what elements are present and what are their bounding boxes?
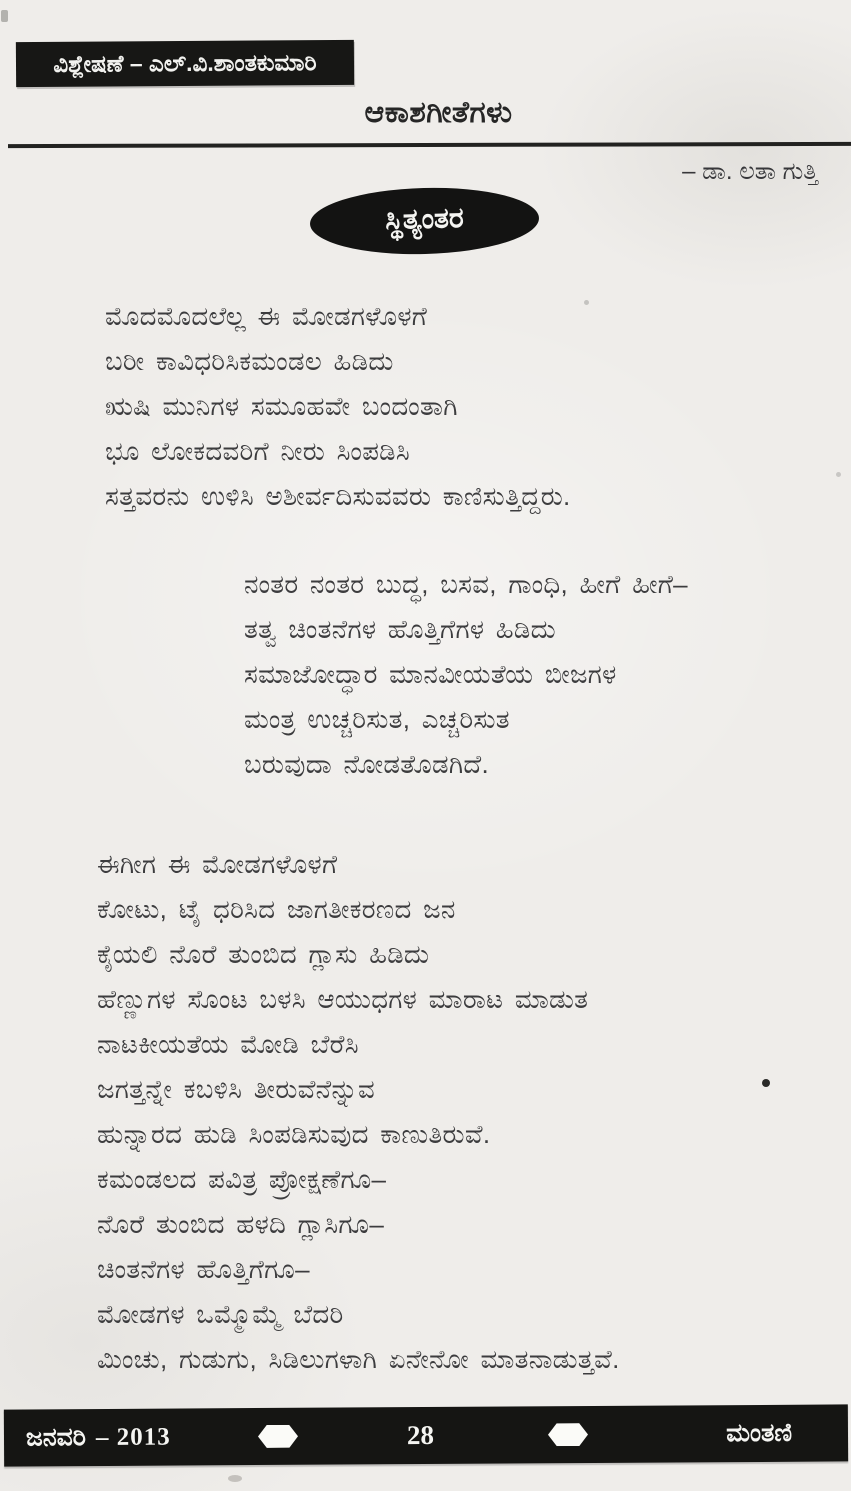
poem-line: ಕೈಯಲಿ ನೊರೆ ತುಂಬಿದ ಗ್ಲಾಸು ಹಿಡಿದು <box>97 939 430 969</box>
poem-title-badge <box>309 185 540 257</box>
poem-line: ಬರೀ ಕಾವಿಧರಿಸಿಕಮಂಡಲ ಹಿಡಿದು <box>105 346 394 376</box>
header-tag-label: ವಿಶ್ಲೇಷಣೆ – ಎಲ್.ವಿ.ಶಾಂತಕುಮಾರಿ <box>53 49 317 77</box>
footer-page-number: 28 <box>406 1419 435 1451</box>
footer-bar <box>4 1404 848 1466</box>
poem-line: ಮಂತ್ರ ಉಚ್ಚರಿಸುತ, ಎಚ್ಚರಿಸುತ <box>244 704 510 734</box>
poem-line: ಹೆಣ್ಣುಗಳ ಸೊಂಟ ಬಳಸಿ ಆಯುಧಗಳ ಮಾರಾಟ ಮಾಡುತ <box>97 984 589 1014</box>
author-byline: – ಡಾ. ಲತಾ ಗುತ್ತಿ <box>682 158 818 185</box>
poem-line: ಮೋಡಗಳ ಒಮ್ಮೊಮ್ಮೆ ಬೆದರಿ <box>97 1299 344 1329</box>
footer-magazine-name: ಮಂತಣಿ <box>726 1418 793 1448</box>
poem-line: ಮಿಂಚು, ಗುಡುಗು, ಸಿಡಿಲುಗಳಾಗಿ ಏನೇನೋ ಮಾತನಾಡುತ್ತವೆ. <box>97 1344 620 1374</box>
poem-line: ಸತ್ತವರನು ಉಳಿಸಿ ಅಶೀರ್ವದಿಸುವವರು ಕಾಣಿಸುತ್ತಿದ್ದರು. <box>105 481 571 511</box>
poem-line: ಕೋಟು, ಟೈ ಧರಿಸಿದ ಜಾಗತೀಕರಣದ ಜನ <box>97 894 456 924</box>
stanza-3 <box>97 842 620 1382</box>
scan-speck <box>584 300 589 305</box>
poem-line: ಕಮಂಡಲದ ಪವಿತ್ರ ಪ್ರೋಕ್ಷಣೆಗೂ– <box>97 1164 387 1194</box>
poem-line: ಸಮಾಜೋದ್ಧಾರ ಮಾನವೀಯತೆಯ ಬೀಜಗಳ <box>244 659 617 689</box>
poem-line: ಈಗೀಗ ಈ ಮೋಡಗಳೊಳಗೆ <box>97 849 338 879</box>
stanza-2 <box>244 562 688 787</box>
poem-line: ಬರುವುದಾ ನೋಡತೊಡಗಿದೆ. <box>244 749 489 779</box>
poem-line: ನಾಟಕೀಯತೆಯ ಮೋಡಿ ಬೆರೆಸಿ <box>97 1029 359 1059</box>
hexagon-separator-icon <box>548 1423 588 1446</box>
poem-line: ಜಗತ್ತನ್ನೇ ಕಬಳಿಸಿ ತೀರುವೆನೆನ್ನುವ <box>97 1074 375 1104</box>
footer-issue-month: ಜನವರಿ <box>25 1423 87 1452</box>
poem-line: ಚಿಂತನೆಗಳ ಹೊತ್ತಿಗೆಗೂ– <box>97 1254 310 1284</box>
scan-speck <box>836 472 841 477</box>
article-title: ಆಕಾಶಗೀತೆಗಳು <box>364 96 513 129</box>
footer-issue-year: – 2013 <box>95 1423 171 1451</box>
footer-issue <box>26 1409 171 1467</box>
divider-rule <box>8 142 851 148</box>
poem-line: ನಂತರ ನಂತರ ಬುದ್ಧ, ಬಸವ, ಗಾಂಧಿ, ಹೀಗೆ ಹೀಗೆ– <box>244 569 688 599</box>
poem-line: ಋಷಿ ಮುನಿಗಳ ಸಮೂಹವೇ ಬಂದಂತಾಗಿ <box>105 391 458 421</box>
poem-line: ಭೂ ಲೋಕದವರಿಗೆ ನೀರು ಸಿಂಪಡಿಸಿ <box>105 436 410 466</box>
scan-speck <box>1 10 8 22</box>
scan-speck <box>228 1475 242 1482</box>
stanza-1 <box>105 294 571 519</box>
header-tag <box>16 40 354 87</box>
poem-title: ಸ್ಥಿತ್ಯಂತರ <box>384 201 465 235</box>
poem-line: ಮೊದಮೊದಲೆಲ್ಲ ಈ ಮೋಡಗಳೊಳಗೆ <box>105 301 428 331</box>
poem-line: ತತ್ವ ಚಿಂತನೆಗಳ ಹೊತ್ತಿಗೆಗಳ ಹಿಡಿದು <box>244 614 556 644</box>
poem-line: ನೊರೆ ತುಂಬಿದ ಹಳದಿ ಗ್ಲಾಸಿಗೂ– <box>97 1209 385 1239</box>
poem-line: ಹುನ್ನಾರದ ಹುಡಿ ಸಿಂಪಡಿಸುವುದ ಕಾಣುತಿರುವೆ. <box>97 1119 491 1149</box>
hexagon-separator-icon <box>258 1425 298 1448</box>
scan-speck <box>762 1079 770 1087</box>
